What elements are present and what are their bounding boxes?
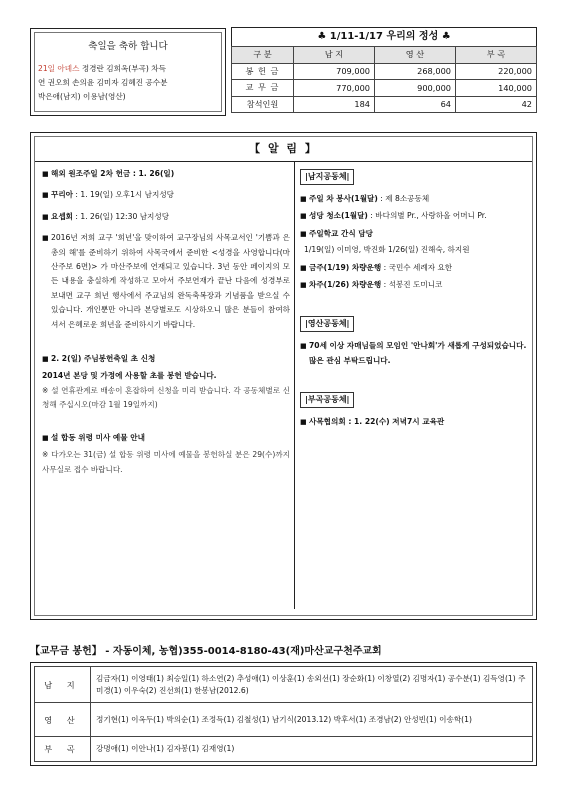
table-cell: 42 [456, 96, 537, 113]
feast-day-box [30, 28, 226, 116]
notice-body: 1/19(일) 이미영, 박진화 1/26(일) 진해숙, 하지원 [304, 245, 470, 255]
table-header: 영 산 [375, 47, 456, 64]
notice-note: ※ 다가오는 31(금) 설 합동 위령 미사에 예물을 봉헌하실 분은 29(수)까지 사무실로 접수 바랍니다. [42, 450, 290, 474]
square-bullet-icon: ■ [42, 170, 49, 178]
weekly-offering [231, 27, 537, 113]
row-label: 부 곡 [35, 737, 91, 762]
notice-paragraph: 2016년 저희 교구 '희년'을 맞이하여 교구장님의 사목교서인 '기쁨과 은총의 해'를 준비하기 위하여 사목국에서 준비한 <성경을 사영합니다(마산주보 6면)> 가 마산주보에 연재되고 있습니다. 3년 동안 페이지의 모든 내용을 충실하게 작성하고 모아서 주보연재가 끝난 다음에 성경부로 보내면 교구 희년 행사에서 주교님의 완독축복장과 기념품을 받으실 수 있습니다. 개인뿐만 아니라 본당별로도 시상하오니 많은 분들이 참여하셔서 은혜로운 희년을 준비하시기 바랍니다. [51, 233, 290, 329]
community-heading-bugok: |부곡공동체| [300, 392, 354, 408]
notices-inner [34, 136, 533, 616]
community-heading-namji: |남지공동체| [300, 169, 354, 185]
row-label: 참석인원 [232, 96, 294, 113]
notice-text: 사목협의회 : 1. 22(수) 저녁7시 교육관 [309, 417, 445, 427]
square-bullet-icon: ■ [300, 229, 307, 238]
feast-day-line-1-rest: 정경란 김희옥(부곡) 차득 [79, 64, 166, 73]
square-bullet-icon: ■ [300, 281, 307, 290]
notice-text: : 바다의별 Pr., 사랑하올 어머니 Pr. [367, 211, 487, 221]
notice-text: : 1. 19(일) 오후1시 남지성당 [73, 190, 174, 200]
square-bullet-icon: ■ [300, 195, 307, 203]
table-row [35, 703, 533, 737]
notices-left-column [42, 167, 290, 477]
tithe-deposit-info [30, 642, 537, 657]
square-bullet-icon: ■ [42, 355, 49, 364]
tithe-donors-inner [34, 666, 533, 762]
notice-text: 해외 원조주일 2차 헌금 : 1. 26(일) [51, 169, 175, 178]
square-bullet-icon: ■ [300, 418, 307, 427]
table-row [232, 80, 537, 97]
row-label: 남 지 [35, 667, 91, 703]
notice-label: 꾸리아 [51, 190, 74, 200]
notice-note: ※ 설 연휴관계로 배송이 혼잡하여 신청을 미리 받습니다. 각 공동체별로 신청해 주십시오(마감 1월 19일까지) [42, 385, 290, 410]
row-label: 교 무 금 [232, 80, 294, 97]
notice-text: 70세 이상 자매님들의 모임인 '안나회'가 새롭게 구성되었습니다. 많은 관심 부탁드립니다. [309, 341, 527, 365]
table-cell: 220,000 [456, 63, 537, 80]
feast-day-title: 축일을 축하 합니다 [88, 41, 168, 52]
community-heading-yeongsan: |영산공동체| [300, 316, 354, 332]
notices-right-column [300, 167, 536, 430]
feast-day-line-1 [38, 62, 218, 76]
notices-section [30, 132, 537, 620]
notice-label: 주일 차 봉사(1월달) [309, 194, 378, 203]
list-item [42, 210, 290, 224]
table-cell: 김금자(1) 이영태(1) 최승일(1) 하소연(2) 추성애(1) 이상훈(1) 송외선(1) 장순화(1) 이창열(2) 김명자(1) 공수분(1) 김득영(1) 주미경(1) 이우숙(2) 진선희(1) 한봉남(2012.6) [91, 667, 533, 703]
list-item [42, 352, 290, 366]
table-row [35, 667, 533, 703]
notice-label: 차주(1/26) 차량운행 [309, 280, 382, 290]
list-item [42, 431, 290, 445]
list-item [300, 192, 536, 206]
table-cell: 64 [375, 96, 456, 113]
notice-body: 2014년 본당 및 가정에 사용할 초를 봉헌 받습니다. [42, 371, 217, 381]
feast-day-line-2: 연 권오희 손의윤 김미자 김혜진 공수분 [38, 78, 168, 87]
table-header: 남 지 [294, 47, 375, 64]
square-bullet-icon: ■ [42, 433, 49, 442]
table-row [232, 96, 537, 113]
table-header-row [232, 47, 537, 64]
table-header: 부 곡 [456, 47, 537, 64]
tithe-account: - 자동이체, 농협)355-0014-8180-43(재)마산교구천주교회 [101, 646, 382, 657]
feast-day-highlight: 21일 아녜스 [38, 64, 80, 73]
notice-text: : 1. 26(일) 12:30 남지성당 [73, 211, 170, 221]
table-cell: 770,000 [294, 80, 375, 97]
table-cell: 정기현(1) 이옥두(1) 박의순(1) 조정득(1) 김철성(1) 남기식(2013.12) 박후서(1) 조경남(2) 안성빈(1) 이송학(1) [91, 703, 533, 737]
row-label: 봉 헌 금 [232, 63, 294, 80]
table-cell: 709,000 [294, 63, 375, 80]
table-header: 구 분 [232, 47, 294, 64]
square-bullet-icon: ■ [300, 342, 307, 351]
table-cell: 140,000 [456, 80, 537, 97]
list-item [300, 278, 536, 292]
square-bullet-icon: ■ [42, 234, 49, 243]
feast-day-names [38, 62, 218, 104]
list-item [300, 209, 536, 223]
notice-text: : 국민수 세례자 요한 [381, 262, 453, 272]
column-divider [294, 161, 295, 609]
notice-label: 요셉회 [51, 211, 74, 221]
table-cell: 268,000 [375, 63, 456, 80]
list-item [42, 231, 290, 332]
notice-text: : 제 8소공동체 [377, 194, 430, 203]
tithe-donors-table [34, 666, 533, 762]
notice-text: 주일학교 간식 담당 [309, 228, 373, 238]
list-item [42, 167, 290, 181]
square-bullet-icon: ■ [300, 212, 307, 221]
notice-label: 성당 청소(1월달) [309, 211, 368, 221]
square-bullet-icon: ■ [42, 212, 49, 221]
list-item [300, 415, 536, 429]
table-cell: 강명애(1) 이안나(1) 김자봉(1) 김재영(1) [91, 737, 533, 762]
weekly-offering-table [231, 46, 537, 113]
notice-label: 금주(1/19) 차량운행 [309, 262, 382, 272]
notice-text: 2. 2(일) 주님봉헌축일 초 신청 [51, 354, 156, 364]
square-bullet-icon: ■ [42, 191, 49, 200]
list-item [300, 339, 536, 368]
table-row [35, 737, 533, 762]
tithe-donors [30, 662, 537, 766]
feast-day-line-3: 박은애(남지) 이용남(영산) [38, 92, 126, 101]
notices-header: 【 알 림 】 [249, 142, 318, 155]
weekly-offering-title: ♣ 1/11-1/17 우리의 정성 ♣ [231, 27, 537, 46]
notice-text: 설 합동 위령 미사 예물 안내 [51, 432, 145, 442]
list-item [42, 188, 290, 202]
row-label: 영 산 [35, 703, 91, 737]
table-cell: 184 [294, 96, 375, 113]
tithe-label: 【교무금 봉헌】 [30, 646, 102, 657]
table-cell: 900,000 [375, 80, 456, 97]
list-item [300, 227, 536, 241]
notice-text: : 석봉진 도미니코 [381, 280, 443, 290]
table-row [232, 63, 537, 80]
square-bullet-icon: ■ [300, 263, 307, 272]
notices-header-divider [35, 161, 532, 162]
list-item [300, 261, 536, 275]
